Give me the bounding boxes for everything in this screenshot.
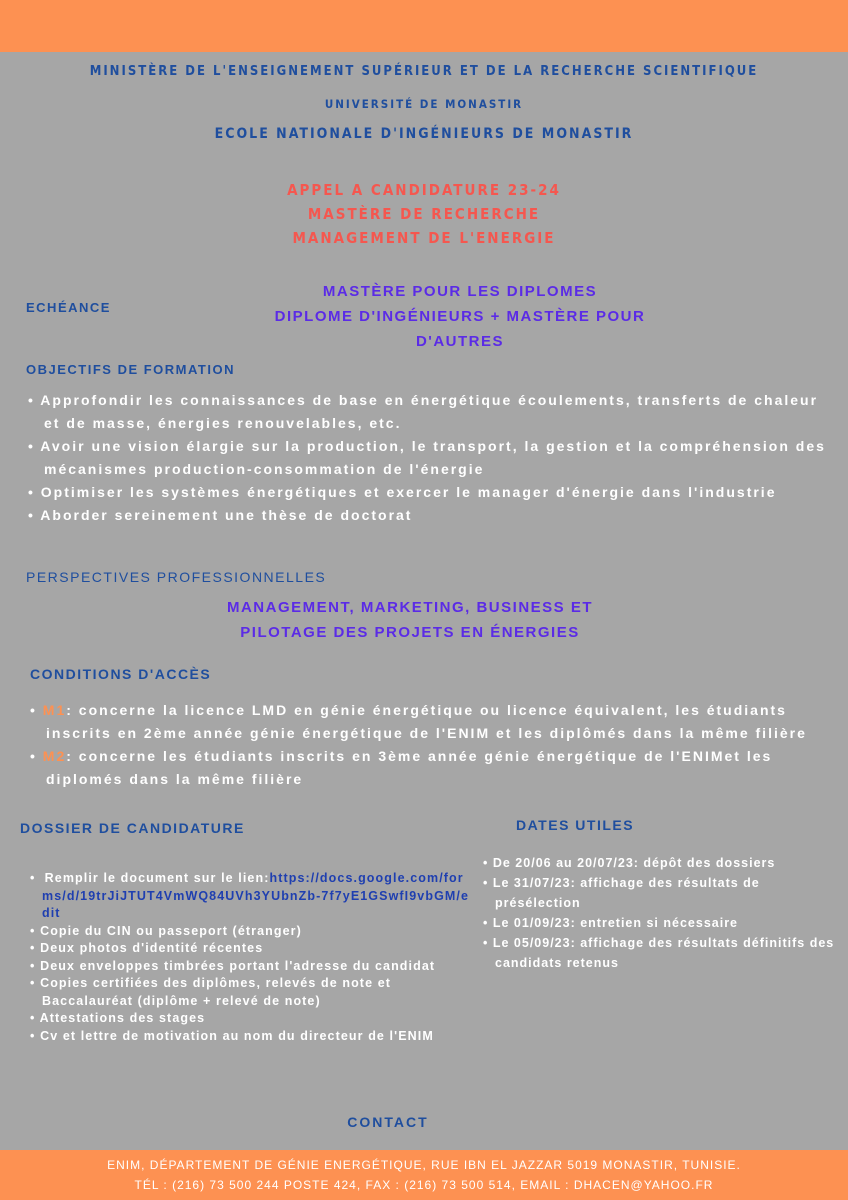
m2-text: : concerne les étudiants inscrits en 3ème année génie énergétique de l'ENIMet les diplomés dans la même filière	[46, 748, 773, 787]
list-item: • Aborder sereinement une thèse de doctorat	[28, 504, 828, 527]
perspectives-line-1: MANAGEMENT, MARKETING, BUSINESS ET	[226, 599, 593, 616]
footer-phone-email: TÉL : (216) 73 500 244 POSTE 424, FAX : (216) 73 500 514, EMAIL : DHACEN@YAHOO.FR	[134, 1178, 714, 1192]
contact-heading: CONTACT	[347, 1114, 429, 1130]
dates-list	[483, 853, 845, 973]
list-item: • Le 01/09/23: entretien si nécessaire	[483, 913, 845, 933]
list-item: • Le 05/09/23: affichage des résultats définitifs des candidats retenus	[483, 933, 845, 973]
list-item: • Le 31/07/23: affichage des résultats de présélection	[483, 873, 845, 913]
dossier-list	[30, 870, 470, 1045]
list-item	[30, 699, 830, 745]
title-line-3: MANAGEMENT DE L'ENERGIE	[292, 229, 556, 247]
list-item: • Approfondir les connaissances de base en énergétique écoulements, transferts de chaleur et de masse, énergies renouvelables, etc.	[28, 389, 828, 435]
perspectives-line-2: PILOTAGE DES PROJETS EN ÉNERGIES	[240, 624, 580, 641]
dates-heading: DATES UTILES	[516, 817, 635, 833]
echeance-line-2: DIPLOME D'INGÉNIEURS + MASTÈRE POUR	[274, 308, 646, 325]
echeance-line-3: D'AUTRES	[415, 333, 505, 350]
objectifs-list	[28, 389, 828, 527]
university-heading: UNIVERSITÉ DE MONASTIR	[324, 97, 524, 111]
list-item: • Optimiser les systèmes énergétiques et exercer le manager d'énergie dans l'industrie	[28, 481, 828, 504]
m2-tag: M2	[42, 748, 67, 764]
echeance-line-1: MASTÈRE POUR LES DIPLOMES	[322, 283, 598, 300]
perspectives-text	[170, 595, 650, 645]
footer-address: ENIM, DÉPARTEMENT DE GÉNIE ENERGÉTIQUE, RUE IBN EL JAZZAR 5019 MONASTIR, TUNISIE.	[107, 1158, 741, 1172]
list-item: • Cv et lettre de motivation au nom du directeur de l'ENIM	[30, 1028, 470, 1046]
echeance-label: ECHÉANCE	[26, 300, 111, 315]
m1-tag: M1	[42, 702, 67, 718]
list-item: • Deux enveloppes timbrées portant l'adresse du candidat	[30, 958, 470, 976]
conditions-heading: CONDITIONS D'ACCÈS	[30, 666, 212, 682]
list-item: • De 20/06 au 20/07/23: dépôt des dossiers	[483, 853, 845, 873]
form-link[interactable]: https://docs.google.com/forms/d/19trJiJTUT4VmWQ84UVh3YUbnZb-7f7yE1GSwfI9vbGM/edit	[42, 871, 470, 920]
ministry-heading: MINISTÈRE DE L'ENSEIGNEMENT SUPÉRIEUR ET DE LA RECHERCHE SCIENTIFIQUE	[89, 64, 759, 79]
objectifs-heading: OBJECTIFS DE FORMATION	[26, 362, 235, 377]
title-line-2: MASTÈRE DE RECHERCHE	[307, 205, 541, 223]
list-item: • Attestations des stages	[30, 1010, 470, 1028]
dossier-form-text: Remplir le document sur le lien:	[40, 871, 270, 885]
dossier-heading: DOSSIER DE CANDIDATURE	[20, 820, 245, 836]
echeance-text	[210, 279, 710, 354]
list-item	[30, 870, 470, 923]
list-item: • Copie du CIN ou passeport (étranger)	[30, 923, 470, 941]
title-line-1: APPEL A CANDIDATURE 23-24	[287, 181, 561, 199]
perspectives-heading: PERSPECTIVES PROFESSIONNELLES	[26, 569, 327, 585]
m1-text: : concerne la licence LMD en génie énergétique ou licence équivalent, les étudiants inscrits en 2ème année génie énergétique de l'ENIM et les diplômés dans la même filière	[46, 702, 807, 741]
conditions-list	[30, 699, 830, 791]
top-orange-band	[0, 0, 848, 52]
list-item: • Deux photos d'identité récentes	[30, 940, 470, 958]
list-item	[30, 745, 830, 791]
footer-contact	[0, 1155, 848, 1195]
page-title	[254, 178, 594, 250]
list-item: • Copies certifiées des diplômes, relevés de note et Baccalauréat (diplôme + relevé de note)	[30, 975, 470, 1010]
school-heading: ECOLE NATIONALE D'INGÉNIEURS DE MONASTIR	[214, 126, 634, 142]
list-item: • Avoir une vision élargie sur la production, le transport, la gestion et la compréhension des mécanismes production-consommation de l'énergie	[28, 435, 828, 481]
